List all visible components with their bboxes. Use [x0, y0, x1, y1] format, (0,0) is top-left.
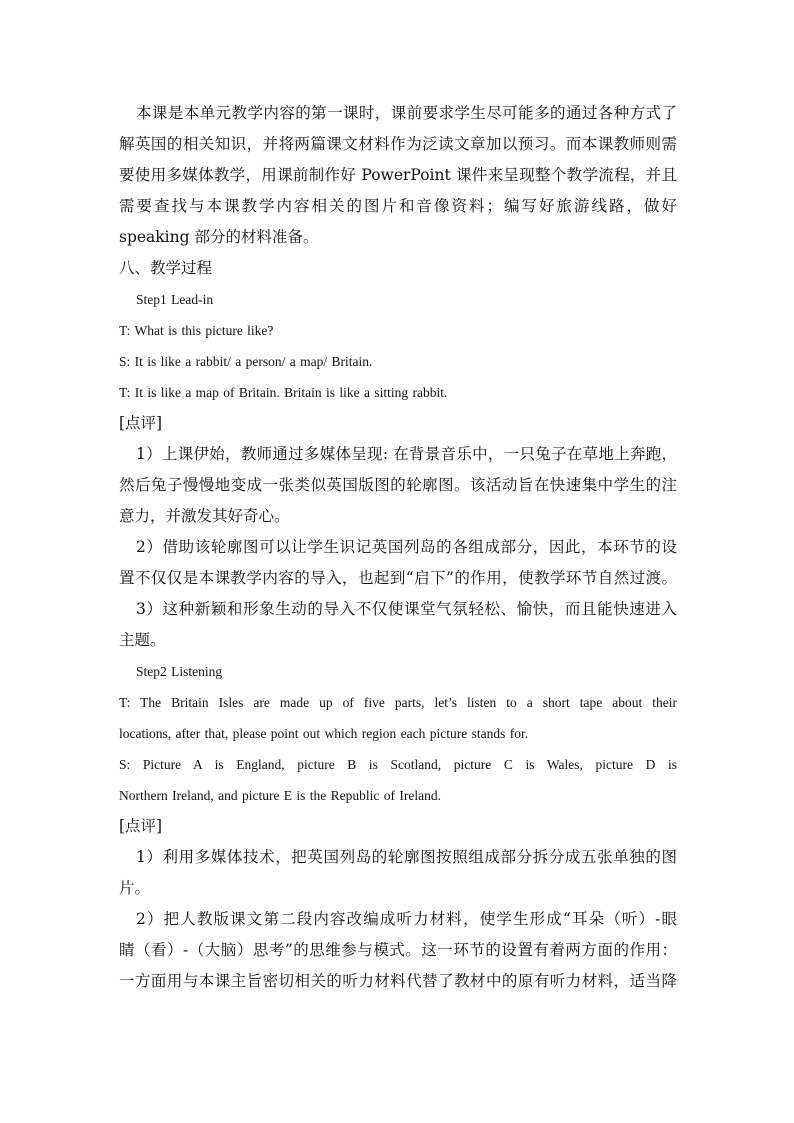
- dialogue-line: T: It is like a map of Britain. Britain is like a sitting rabbit.: [119, 385, 448, 400]
- comment-label: [点评]: [119, 817, 163, 835]
- paragraph-line: 1）利用多媒体技术，把英国列岛的轮廓图按照组成部分拆分成五张单独的图: [136, 848, 677, 866]
- dialogue-line: locations, after that, please point out which region each picture stands for.: [119, 726, 529, 741]
- paragraph-line: 2）把人教版课文第二段内容改编成听力材料，使学生形成“耳朵（听）-眼: [136, 910, 677, 928]
- paragraph-line: 主题。: [119, 631, 166, 649]
- paragraph-line: 需要查找与本课教学内容相关的图片和音像资料；编写好旅游线路，做好: [119, 197, 677, 215]
- paragraph-line: 1）上课伊始，教师通过多媒体呈现: 在背景音乐中，一只兔子在草地上奔跑，: [136, 445, 677, 463]
- document-body: [119, 98, 677, 997]
- step-title: Step2 Listening: [136, 664, 223, 679]
- paragraph-line: 片。: [119, 879, 151, 897]
- paragraph-line: 本课是本单元教学内容的第一课时，课前要求学生尽可能多的通过各种方式了: [136, 104, 677, 122]
- comment-label: [点评]: [119, 414, 163, 432]
- paragraph-line: 睛（看）-（大脑）思考”的思维参与模式。这一环节的设置有着两方面的作用：: [119, 941, 677, 959]
- paragraph-line: 置不仅仅是本课教学内容的导入，也起到“启下”的作用，使教学环节自然过渡。: [119, 569, 677, 587]
- paragraph-line: 然后兔子慢慢地变成一张类似英国版图的轮廓图。该活动旨在快速集中学生的注: [119, 476, 677, 494]
- paragraph-line: speaking 部分的材料准备。: [119, 228, 319, 246]
- paragraph-line: 3）这种新颖和形象生动的导入不仅使课堂气氛轻松、愉快，而且能快速进入: [136, 600, 677, 618]
- dialogue-line: T: The Britain Isles are made up of five parts, let’s listen to a short tape about their: [119, 695, 677, 710]
- paragraph-line: 解英国的相关知识，并将两篇课文材料作为泛读文章加以预习。而本课教师则需: [119, 135, 677, 153]
- paragraph-line: 要使用多媒体教学，用课前制作好 PowerPoint 课件来呈现整个教学流程，并且: [119, 166, 677, 184]
- paragraph-line: 意力，并激发其好奇心。: [119, 507, 290, 525]
- dialogue-line: S: It is like a rabbit/ a person/ a map/ Britain.: [119, 354, 373, 369]
- section-heading: 八、教学过程: [119, 259, 213, 277]
- step-title: Step1 Lead-in: [136, 292, 214, 307]
- paragraph-line: 一方面用与本课主旨密切相关的听力材料代替了教材中的原有听力材料，适当降: [119, 972, 677, 990]
- dialogue-line: Northern Ireland, and picture E is the Republic of Ireland.: [119, 788, 442, 803]
- dialogue-line: S: Picture A is England, picture B is Scotland, picture C is Wales, picture D is: [119, 757, 677, 772]
- paragraph-line: 2）借助该轮廓图可以让学生识记英国列岛的各组成部分，因此，本环节的设: [136, 538, 677, 556]
- dialogue-line: T: What is this picture like?: [119, 323, 274, 338]
